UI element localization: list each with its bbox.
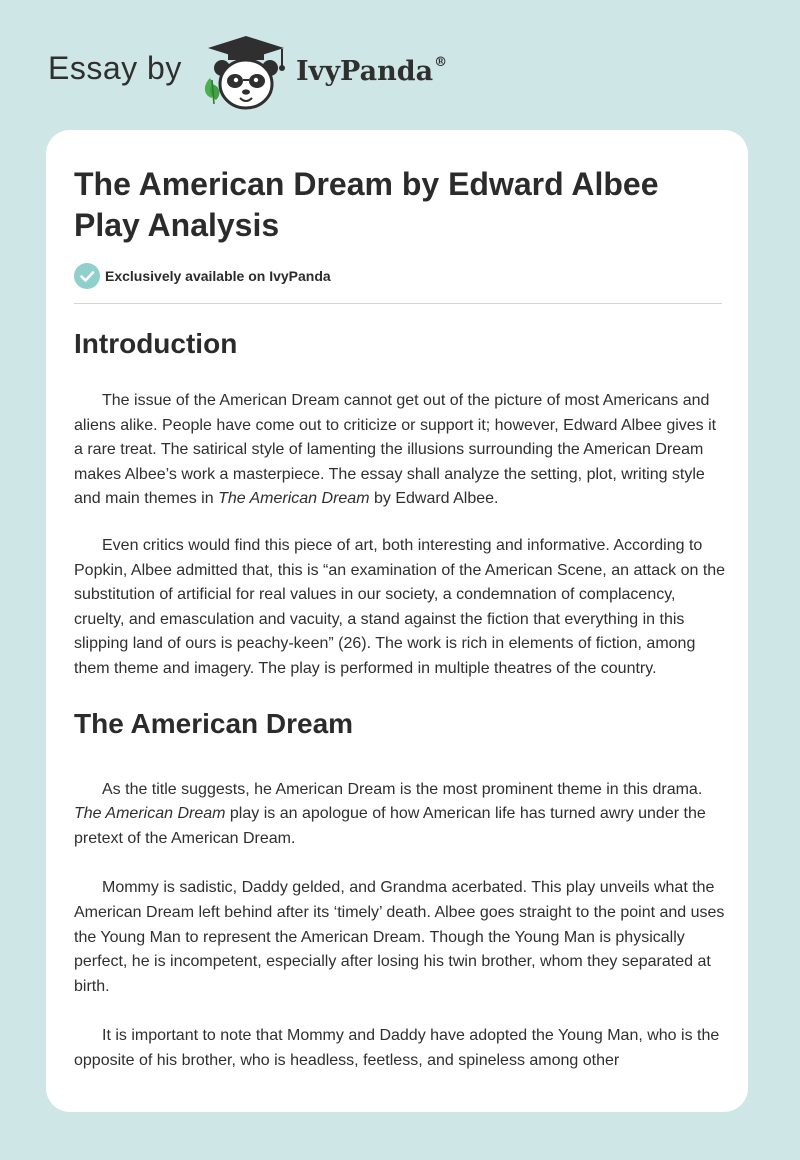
section-heading-introduction: Introduction	[74, 328, 238, 359]
brand-label: IvyPanda	[296, 56, 434, 87]
article-body	[74, 318, 726, 1073]
paragraph	[74, 389, 726, 512]
work-title: The American Dream	[74, 805, 226, 823]
essay-by-label: Essay by	[48, 50, 182, 86]
registered-mark: ®	[434, 55, 448, 70]
paragraph: Even critics would find this piece of art, both interesting and informative. According to Popkin, Albee admitted that, this is “an examination of the American Scene, an attack on the substitution of artificial for real values in our society, a condemnation of complacency, cruelty, and emasculation and vacuity, a stand against the fiction that everything in this slipping land of ours is peachy-keen” (26). The work is rich in elements of fiction, among them theme and imagery. The play is performed in multiple theatres of the country.	[74, 536, 726, 677]
brand-name[interactable]	[296, 55, 447, 87]
paragraph-text: The issue of the American Dream cannot get out of the picture of most Americans and aliens alike. People have come out to criticize or support it; however, Edward Albee gives it a rare treat. The satirical style of lamenting the illusions surrounding the American Dream makes Albee’s work a masterpiece. The essay shall analyze the setting, plot, writing style and main themes in	[74, 392, 717, 508]
site-header	[0, 0, 800, 130]
panda-graduate-icon[interactable]	[200, 34, 292, 112]
paragraph: It is important to note that Mommy and Daddy have adopted the Young Man, who is the opposite of his brother, who is headless, feetless, and spineless among other	[74, 1027, 720, 1069]
exclusive-badge-label: Exclusively available on IvyPanda	[105, 268, 331, 284]
section-heading-american-dream: The American Dream	[74, 707, 354, 739]
paragraph-text: play is an apologue of how American life has turned awry under the pretext of the American Dream.	[74, 805, 706, 847]
paragraph-text: As the title suggests, he American Dream is the most prominent theme in this drama.	[102, 780, 703, 798]
paragraph: Mommy is sadistic, Daddy gelded, and Grandma acerbated. This play unveils what the American Dream left behind after its ‘timely’ death. Albee goes straight to the point and uses the Young Man to represent the American Dream. Though the Young Man is physically perfect, he is incompetent, especially after losing his twin brother, whom they separated at birth.	[74, 879, 725, 995]
leaf-icon	[205, 78, 220, 104]
divider	[74, 303, 722, 304]
article-card	[46, 130, 748, 1112]
article-title: The American Dream by Edward Albee Play Analysis	[74, 166, 659, 243]
paragraph	[74, 778, 726, 852]
exclusive-badge	[74, 263, 331, 289]
check-circle-icon	[74, 263, 100, 289]
work-title: The American Dream	[218, 490, 370, 508]
paragraph-text: by Edward Albee.	[369, 490, 499, 508]
